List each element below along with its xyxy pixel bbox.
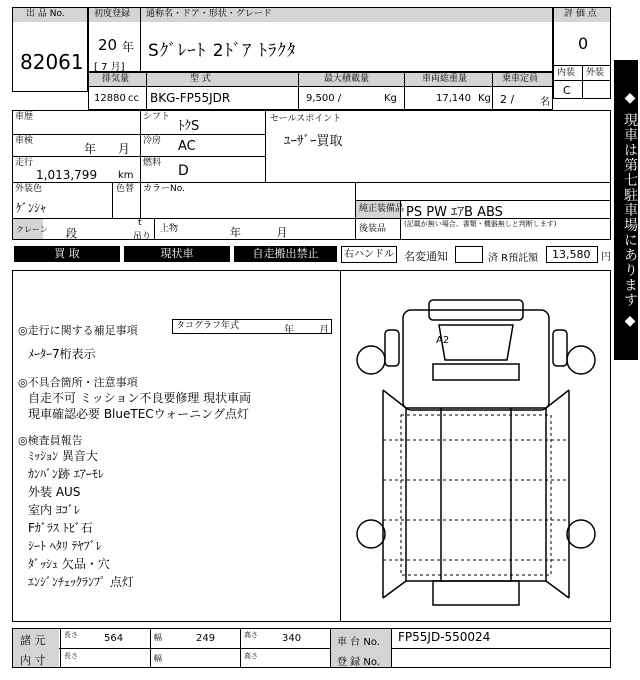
- year-unit: 年: [122, 40, 135, 54]
- inspector-line: Fｶﾞﾗｽ ﾄﾋﾞ石: [28, 521, 93, 535]
- first-reg-year: 20: [98, 36, 118, 54]
- recycle-label: 済 R預託額: [488, 253, 539, 264]
- inner-height-label: 高さ: [244, 652, 258, 660]
- defects-line: 自走不可 ミッション不良要修理 現状車両: [28, 391, 252, 405]
- right-hand-badge: 右ハンドル: [341, 246, 397, 263]
- car-desc-label: 通称名・ドア・形状・グレード: [146, 9, 272, 19]
- color-no-label: 色替: [116, 184, 135, 194]
- inspector-line: ｼｰﾄ ﾍﾀﾘ ﾃﾔﾌﾞﾚ: [28, 539, 102, 553]
- inspector-line: ﾐｯｼｮﾝ 異音大: [28, 449, 98, 463]
- retrofit-note: (記載が無い場合、書類・機器無しと判断します): [404, 220, 557, 228]
- name-change-box: [455, 246, 483, 263]
- self-pickup-badge: 自走搬出禁止: [234, 246, 337, 262]
- truck-diagram: [341, 290, 611, 620]
- chassis-label: 車 台 No.: [337, 637, 380, 648]
- rating-value: 0: [578, 34, 589, 53]
- model-value: BKG-FP55JDR: [150, 91, 231, 105]
- recycle-unit: 円: [601, 252, 611, 263]
- capacity-value: 2 /: [500, 93, 515, 106]
- capacity-unit: 名: [540, 97, 550, 108]
- displacement-unit: cc: [128, 93, 139, 104]
- length-label: 長さ: [64, 631, 78, 639]
- crane-stage: 段: [66, 227, 77, 240]
- chassis-value: FP55JD-550024: [398, 630, 491, 644]
- height-value: 340: [282, 633, 302, 644]
- inner-label: 内 寸: [20, 654, 46, 667]
- history-label: 車歴: [15, 112, 34, 122]
- mileage-label: 走行: [15, 158, 34, 168]
- inner-width-label: 幅: [154, 654, 162, 663]
- height-label: 高さ: [244, 631, 258, 639]
- inspector-line: ｶﾝﾊﾞﾝ跡 ｴｱｰﾓﾚ: [28, 467, 104, 481]
- lot-no: 82061: [20, 50, 84, 74]
- interior-grade: C: [563, 84, 571, 97]
- rating-label: 評 価 点: [564, 9, 597, 19]
- mileage-value: 1,013,799: [36, 168, 98, 182]
- sales-point-label: セールスポイント: [270, 114, 342, 124]
- tachograph-value: 年 月: [284, 325, 330, 336]
- fuel-label: 燃料: [143, 158, 162, 168]
- inspector-line: ﾀﾞｯｼｭ 欠品・穴: [28, 557, 110, 571]
- recycle-value: 13,580: [552, 248, 591, 261]
- first-reg-month: [ 7 月]: [94, 62, 125, 73]
- driving-line: ﾒｰﾀｰ7桁表示: [28, 347, 96, 361]
- driving-title: ◎走行に関する補足事項: [18, 324, 138, 337]
- lot-no-label: 出 品 No.: [26, 9, 65, 19]
- inspector-title: ◎検査員報告: [18, 434, 83, 447]
- displacement-label: 排気量: [102, 74, 130, 84]
- crane-ton: t: [138, 218, 142, 228]
- capacity-label: 乗車定員: [502, 74, 539, 84]
- name-change-label: 名変通知: [404, 250, 448, 263]
- defects-title: ◎不具合箇所・注意事項: [18, 376, 138, 389]
- retrofit-label: 後装品: [359, 224, 387, 234]
- exterior-color-label: 外装色: [15, 184, 43, 194]
- max-load-value: 9,500 /: [306, 93, 342, 104]
- inspection-value: 年 月: [84, 142, 130, 156]
- inspector-line: ｴﾝｼﾞﾝﾁｪｯｸﾗﾝﾌﾟ 点灯: [28, 575, 134, 589]
- exterior-color-value: ｹﾞﾝｼｬ: [16, 201, 47, 215]
- gross-weight-value: 17,140: [436, 93, 471, 104]
- cooler-value: AC: [178, 139, 196, 154]
- equipment-label: 純正装備品: [359, 204, 405, 214]
- inner-length-label: 長さ: [64, 652, 78, 660]
- mileage-unit: km: [118, 170, 134, 181]
- as-is-badge: 現状車: [124, 246, 230, 262]
- width-value: 249: [196, 633, 216, 644]
- parking-banner: ◆ 現車は第七駐車場にあります ◆: [614, 60, 638, 360]
- length-value: 564: [104, 633, 124, 644]
- damage-mark: A2: [436, 335, 450, 346]
- inspection-label: 車検: [15, 136, 34, 146]
- inspector-line: 外装 AUS: [28, 485, 81, 499]
- gross-weight-unit: Kg: [478, 93, 491, 104]
- width-label: 幅: [154, 633, 162, 642]
- sales-point-value: ﾕｰｻﾞｰ買取: [284, 134, 343, 149]
- max-load-unit: Kg: [384, 93, 397, 104]
- purchase-badge: 買 取: [14, 246, 120, 262]
- shift-label: シフト: [143, 112, 171, 122]
- exterior-grade-label: 外装: [586, 68, 605, 78]
- tachograph-label: タコグラフ年式: [176, 321, 240, 331]
- dims-label: 諸 元: [20, 634, 46, 647]
- fuel-value: D: [178, 163, 189, 179]
- defects-line: 現車確認必要 BlueTECウォーニング点灯: [28, 407, 249, 421]
- interior-grade-label: 内装: [557, 68, 576, 78]
- max-load-label: 最大積載量: [324, 74, 370, 84]
- crane-label: クレーン: [16, 225, 48, 234]
- crane-hang: 吊り: [133, 232, 152, 242]
- car-name: Sｸﾞﾚｰﾄ 2ﾄﾞｱ ﾄﾗｸﾀ: [148, 41, 297, 61]
- reg-no-label: 登 録 No.: [337, 657, 380, 668]
- upper-label: 上物: [160, 224, 179, 234]
- gross-weight-label: 車両総重量: [422, 74, 468, 84]
- displacement-value: 12880: [94, 93, 126, 104]
- inspector-line: 室内 ﾖｺﾞﾚ: [28, 503, 80, 517]
- equipment-value: PS PW ｴｱB ABS: [406, 205, 503, 220]
- upper-value: 年 月: [230, 226, 288, 239]
- first-reg-label: 初度登録: [94, 9, 131, 19]
- color-code-label: カラーNo.: [143, 184, 185, 194]
- shift-value: ﾄｸS: [178, 119, 200, 134]
- cooler-label: 冷房: [143, 136, 162, 146]
- model-label: 型 式: [190, 74, 211, 84]
